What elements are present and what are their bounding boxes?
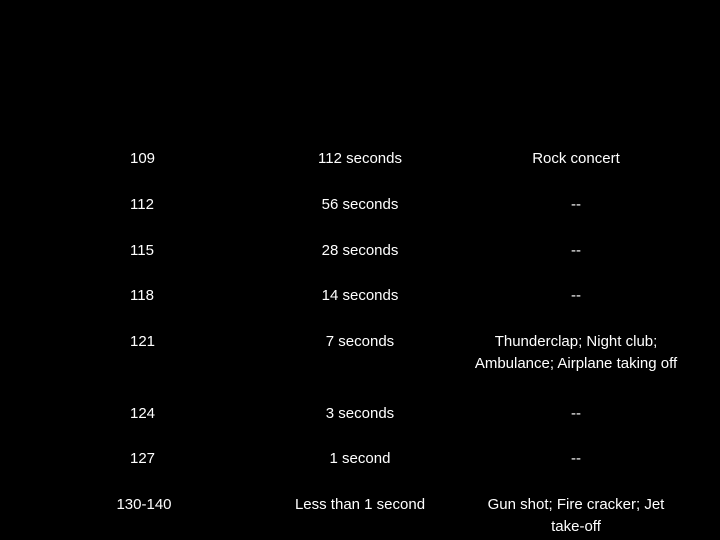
- decibel-level: 121: [130, 333, 156, 350]
- noise-example: --: [571, 405, 581, 422]
- noise-example: Gun shot; Fire cracker; Jet take-off: [487, 496, 665, 535]
- decibel-level: 127: [130, 450, 156, 467]
- decibel-level: 115: [130, 242, 154, 259]
- decibel-level: 130-140: [116, 496, 172, 513]
- exposure-duration: 14 seconds: [321, 287, 399, 304]
- noise-example: --: [571, 196, 581, 213]
- exposure-duration: Less than 1 second: [294, 496, 426, 513]
- decibel-level: 118: [130, 287, 154, 304]
- exposure-duration: 3 seconds: [325, 405, 395, 422]
- decibel-level: 124: [130, 405, 156, 422]
- exposure-duration: 112 seconds: [318, 150, 402, 167]
- noise-example: --: [571, 287, 581, 304]
- noise-example: Rock concert: [532, 150, 620, 167]
- exposure-duration: 56 seconds: [321, 196, 399, 213]
- decibel-level: 112: [130, 196, 154, 213]
- exposure-duration: 1 second: [329, 450, 391, 467]
- noise-example: --: [571, 242, 581, 259]
- noise-example: Thunderclap; Night club; Ambulance; Airplane taking off: [474, 333, 678, 372]
- decibel-level: 109: [130, 150, 156, 167]
- exposure-duration: 28 seconds: [321, 242, 399, 259]
- exposure-duration: 7 seconds: [325, 333, 395, 350]
- noise-example: --: [571, 450, 581, 467]
